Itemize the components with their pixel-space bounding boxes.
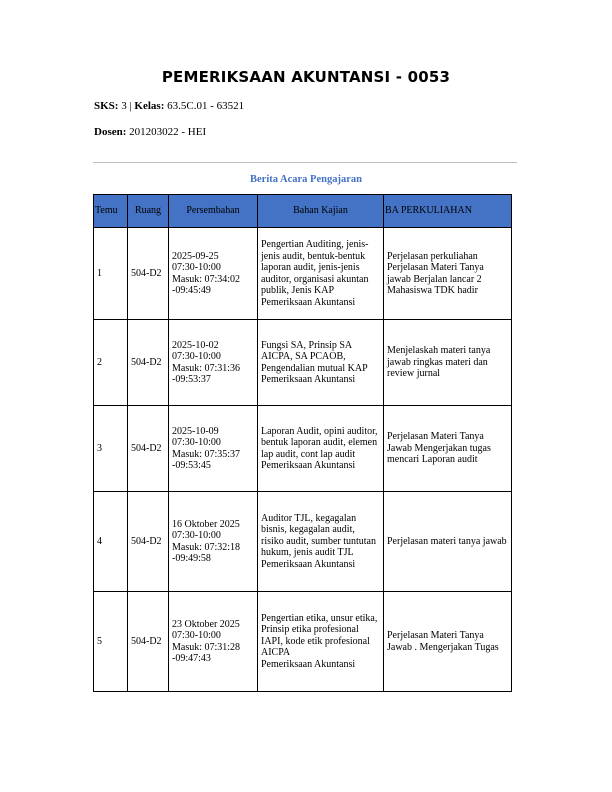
kelas-value: 63.5C.01 - 63521 [167, 100, 245, 112]
ba-cell: Perjelasan Materi Tanya Jawab Mengerjakan tugas mencari Laporan audit [384, 406, 512, 492]
table-row [94, 320, 512, 406]
divider [93, 162, 517, 163]
bahan-cell [258, 228, 384, 320]
ruang-cell: 504-D2 [128, 592, 169, 692]
mata-kuliah: Pemeriksaan Akuntansi [261, 296, 356, 308]
dosen-value: 201203022 - HEI [129, 126, 207, 138]
mata-kuliah: Pemeriksaan Akuntansi [261, 558, 356, 570]
sks-label: SKS: [94, 100, 119, 112]
header-bahan-kajian: Bahan Kajian [258, 195, 384, 228]
jadwal-date: 16 Oktober 2025 [172, 518, 240, 530]
bahan-text: Laporan Audit, opini auditor, bentuk laporan audit, elemen lap audit, cont lap audit [261, 425, 378, 460]
sks-value: 3 [121, 100, 127, 112]
kelas-label: Kelas: [134, 100, 165, 112]
bahan-text: Pengertian Auditing, jenis-jenis audit, bentuk-bentuk laporan audit, jenis-jenis auditor, organisasi akuntan publik, Jenis KAP [261, 239, 369, 296]
temu-cell: 4 [94, 492, 128, 592]
jadwal-time: 07:30-10:00 [172, 437, 221, 448]
persembahan-cell [169, 492, 258, 592]
ba-cell: Perjelasan materi tanya jawab [384, 492, 512, 592]
jadwal-date: 2025-10-02 [172, 339, 219, 351]
header-ba-perkuliahan: BA PERKULIAHAN [384, 195, 512, 228]
ruang-cell: 504-D2 [128, 320, 169, 406]
persembahan-cell [169, 592, 258, 692]
table-header-row [94, 195, 512, 228]
table-row [94, 228, 512, 320]
lecturer-meta [94, 126, 206, 138]
jadwal-date: 23 Oktober 2025 [172, 618, 240, 630]
masuk-time: Masuk: 07:35:37 -09:53:45 [172, 448, 241, 471]
berita-acara-table [93, 194, 512, 692]
temu-cell: 5 [94, 592, 128, 692]
bahan-cell [258, 320, 384, 406]
header-temu: Temu [94, 195, 128, 228]
persembahan-cell [169, 406, 258, 492]
ruang-cell: 504-D2 [128, 228, 169, 320]
masuk-time: Masuk: 07:31:36 -09:53:37 [172, 362, 241, 385]
temu-cell: 1 [94, 228, 128, 320]
masuk-time: Masuk: 07:31:28 -09:47:43 [172, 641, 241, 664]
masuk-time: Masuk: 07:32:18 -09:49:58 [172, 541, 241, 564]
mata-kuliah: Pemeriksaan Akuntansi [261, 374, 356, 385]
ruang-cell: 504-D2 [128, 492, 169, 592]
ba-cell: Menjelaskah materi tanya jawab ringkas materi dan review jurnal [384, 320, 512, 406]
jadwal-time: 07:30-10:00 [172, 262, 221, 273]
ba-cell: Perjelasan perkuliahan Perjelasan Materi Tanya jawab Berjalan lancar 2 Mahasiswa TDK hadir [384, 228, 512, 320]
bahan-text: Fungsi SA, Prinsip SA AICPA, SA PCAOB, Pengendalian mutual KAP [261, 339, 368, 374]
jadwal-time: 07:30-10:00 [172, 630, 221, 641]
table-row [94, 592, 512, 692]
course-meta: SKS: 3 | Kelas: 63.5C.01 - 63521 [94, 100, 245, 112]
mata-kuliah: Pemeriksaan Akuntansi [261, 460, 356, 471]
table-row [94, 406, 512, 492]
bahan-text: Pengertian etika, unsur etika, Prinsip etika profesional IAPI, kode etik profesional AICPA [261, 612, 378, 659]
bahan-text: Auditor TJL, kegagalan bisnis, kegagalan audit, risiko audit, sumber tuntutan hukum, jenis audit TJL [261, 512, 376, 559]
jadwal-time: 07:30-10:00 [172, 351, 221, 362]
bahan-cell [258, 406, 384, 492]
jadwal-date: 2025-10-09 [172, 425, 219, 437]
persembahan-cell [169, 320, 258, 406]
jadwal-date: 2025-09-25 [172, 250, 219, 262]
masuk-time: Masuk: 07:34:02 -09:45:49 [172, 273, 241, 296]
course-title: PEMERIKSAAN AKUNTANSI - 0053 [161, 68, 451, 86]
header-persembahan: Persembahan [169, 195, 258, 228]
bahan-cell [258, 492, 384, 592]
temu-cell: 3 [94, 406, 128, 492]
mata-kuliah: Pemeriksaan Akuntansi [261, 658, 356, 670]
bahan-cell [258, 592, 384, 692]
jadwal-time: 07:30-10:00 [172, 530, 221, 541]
persembahan-cell [169, 228, 258, 320]
table-row [94, 492, 512, 592]
dosen-label: Dosen: [94, 126, 127, 138]
ruang-cell: 504-D2 [128, 406, 169, 492]
header-ruang: Ruang [128, 195, 169, 228]
temu-cell: 2 [94, 320, 128, 406]
section-title: Berita Acara Pengajaran [250, 174, 362, 185]
ba-cell: Perjelasan Materi Tanya Jawab . Mengerjakan Tugas [384, 592, 512, 692]
